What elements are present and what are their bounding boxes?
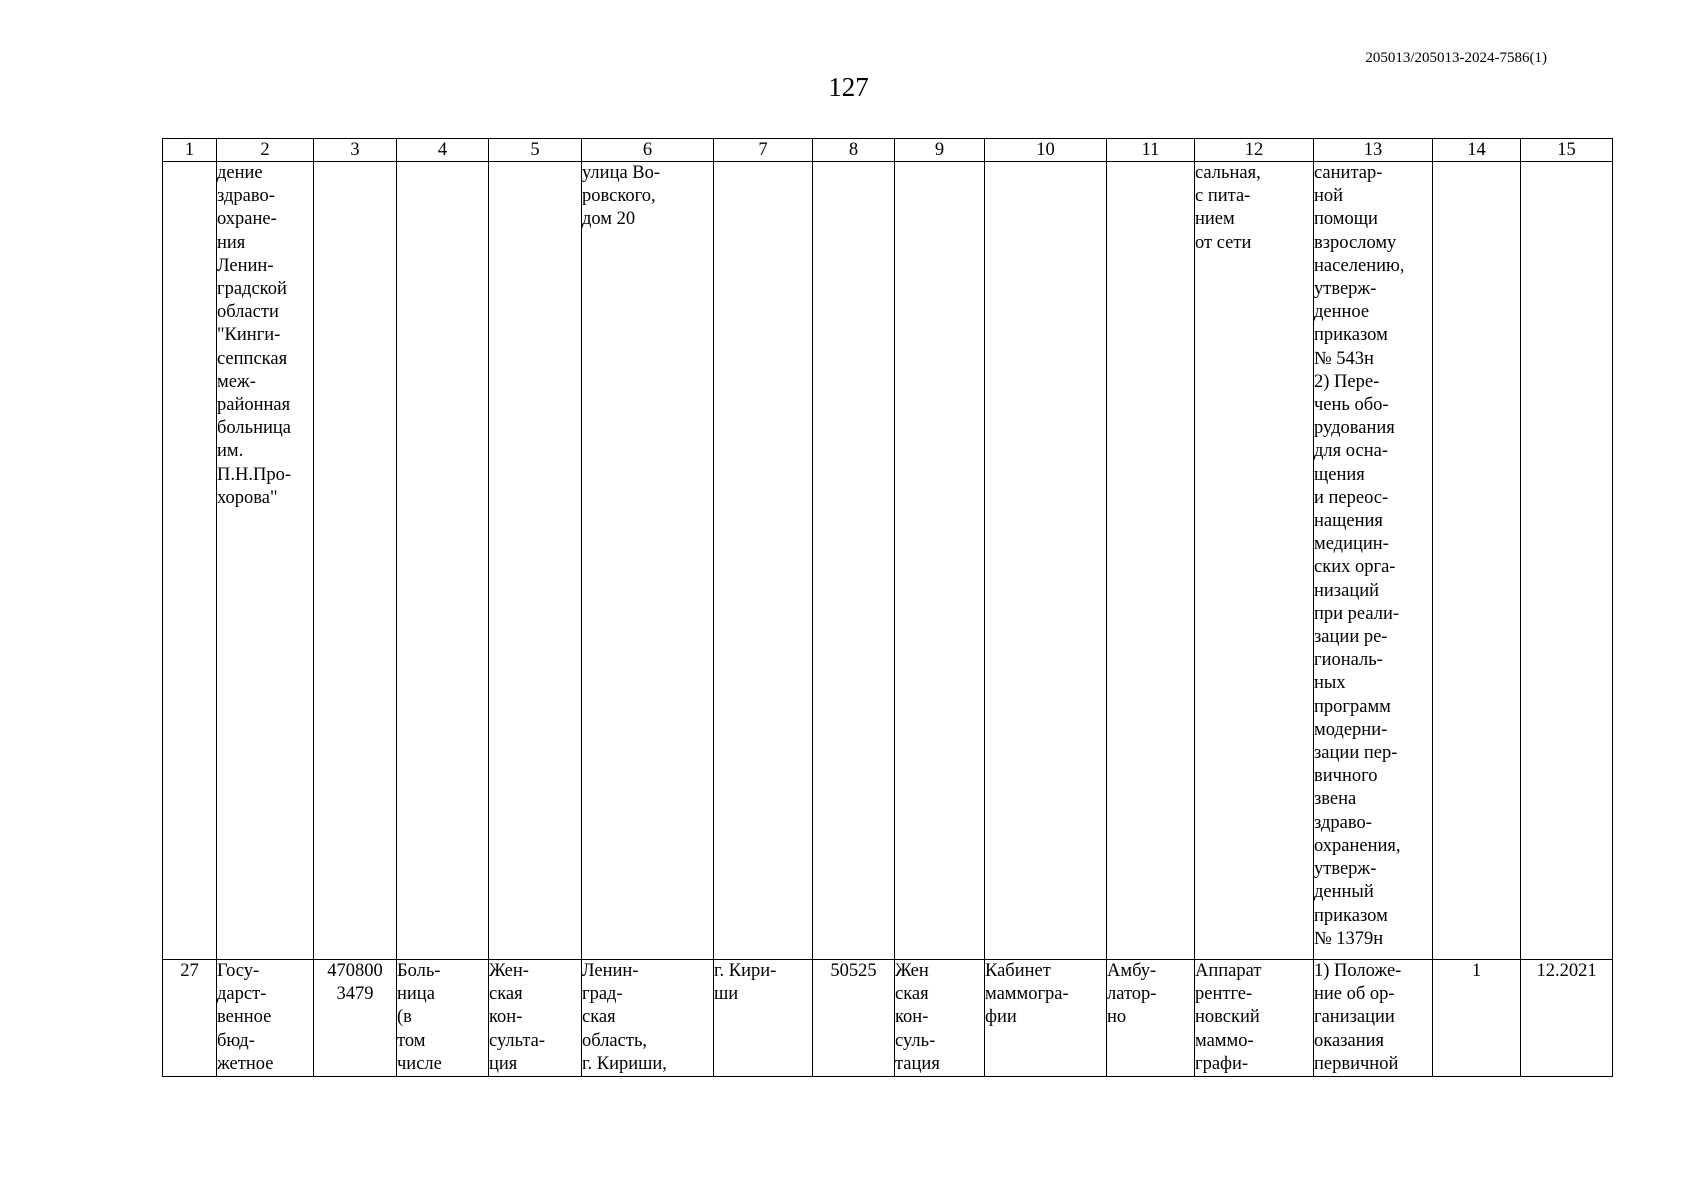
- column-header: 15: [1521, 139, 1613, 162]
- table-cell: улица Во- ровского, дом 20: [582, 162, 714, 960]
- table-cell: Жен ская кон- суль- тация: [895, 960, 985, 1077]
- table-cell: дение здраво- охране- ния Ленин- градской области "Кинги- сеппская меж- районная больница им. П.Н.Про- хорова": [217, 162, 314, 960]
- column-header: 5: [489, 139, 582, 162]
- table-cell: 50525: [813, 960, 895, 1077]
- page-number: 127: [828, 72, 869, 102]
- table-cell: 470800 3479: [314, 960, 397, 1077]
- column-header: 9: [895, 139, 985, 162]
- column-header: 2: [217, 139, 314, 162]
- table-cell: [714, 162, 813, 960]
- table-cell: Ленин- град- ская область, г. Кириши,: [582, 960, 714, 1077]
- column-header: 12: [1195, 139, 1314, 162]
- table-cell: [163, 162, 217, 960]
- register-table: [162, 138, 1613, 1077]
- table-cell: Жен- ская кон- сульта- ция: [489, 960, 582, 1077]
- table-cell: Боль- ница (в том числе: [397, 960, 489, 1077]
- table-cell: [397, 162, 489, 960]
- table-cell: [1107, 162, 1195, 960]
- document-id: 205013/205013-2024-7586(1): [1365, 50, 1547, 66]
- column-header: 11: [1107, 139, 1195, 162]
- column-header: 14: [1433, 139, 1521, 162]
- table-cell: [1433, 162, 1521, 960]
- table-cell: Госу- дарст- венное бюд- жетное: [217, 960, 314, 1077]
- table-cell: [895, 162, 985, 960]
- column-header: 13: [1314, 139, 1433, 162]
- table-cell: Аппарат рентге- новский маммо- графи-: [1195, 960, 1314, 1077]
- table-cell: [985, 162, 1107, 960]
- column-header: 1: [163, 139, 217, 162]
- table-row: [163, 960, 1613, 1077]
- table-cell: [314, 162, 397, 960]
- table-cell: санитар- ной помощи взрослому населению, утверж- денное приказом № 543н 2) Пере- чень обо- рудования для осна- щения и переос- нащения медицин- ских орга- низаций при реали- зации ре- гиональ- ных программ модерни- зации пер- вичного звена здраво- охранения, утверж- денный приказом № 1379н: [1314, 162, 1433, 960]
- table-cell: г. Кири- ши: [714, 960, 813, 1077]
- table-cell: 27: [163, 960, 217, 1077]
- table-cell: [489, 162, 582, 960]
- column-header: 10: [985, 139, 1107, 162]
- table-cell: [1521, 162, 1613, 960]
- table-cell: сальная, с пита- нием от сети: [1195, 162, 1314, 960]
- table-header-row: [163, 139, 1613, 162]
- column-header: 4: [397, 139, 489, 162]
- table-cell: 12.2021: [1521, 960, 1613, 1077]
- table-cell: Кабинет маммогра- фии: [985, 960, 1107, 1077]
- column-header: 8: [813, 139, 895, 162]
- table-cell: 1) Положе- ние об ор- ганизации оказания первичной: [1314, 960, 1433, 1077]
- table-cell: Амбу- латор- но: [1107, 960, 1195, 1077]
- column-header: 6: [582, 139, 714, 162]
- table-cell: [813, 162, 895, 960]
- table-cell: 1: [1433, 960, 1521, 1077]
- table-row: [163, 162, 1613, 960]
- column-header: 3: [314, 139, 397, 162]
- column-header: 7: [714, 139, 813, 162]
